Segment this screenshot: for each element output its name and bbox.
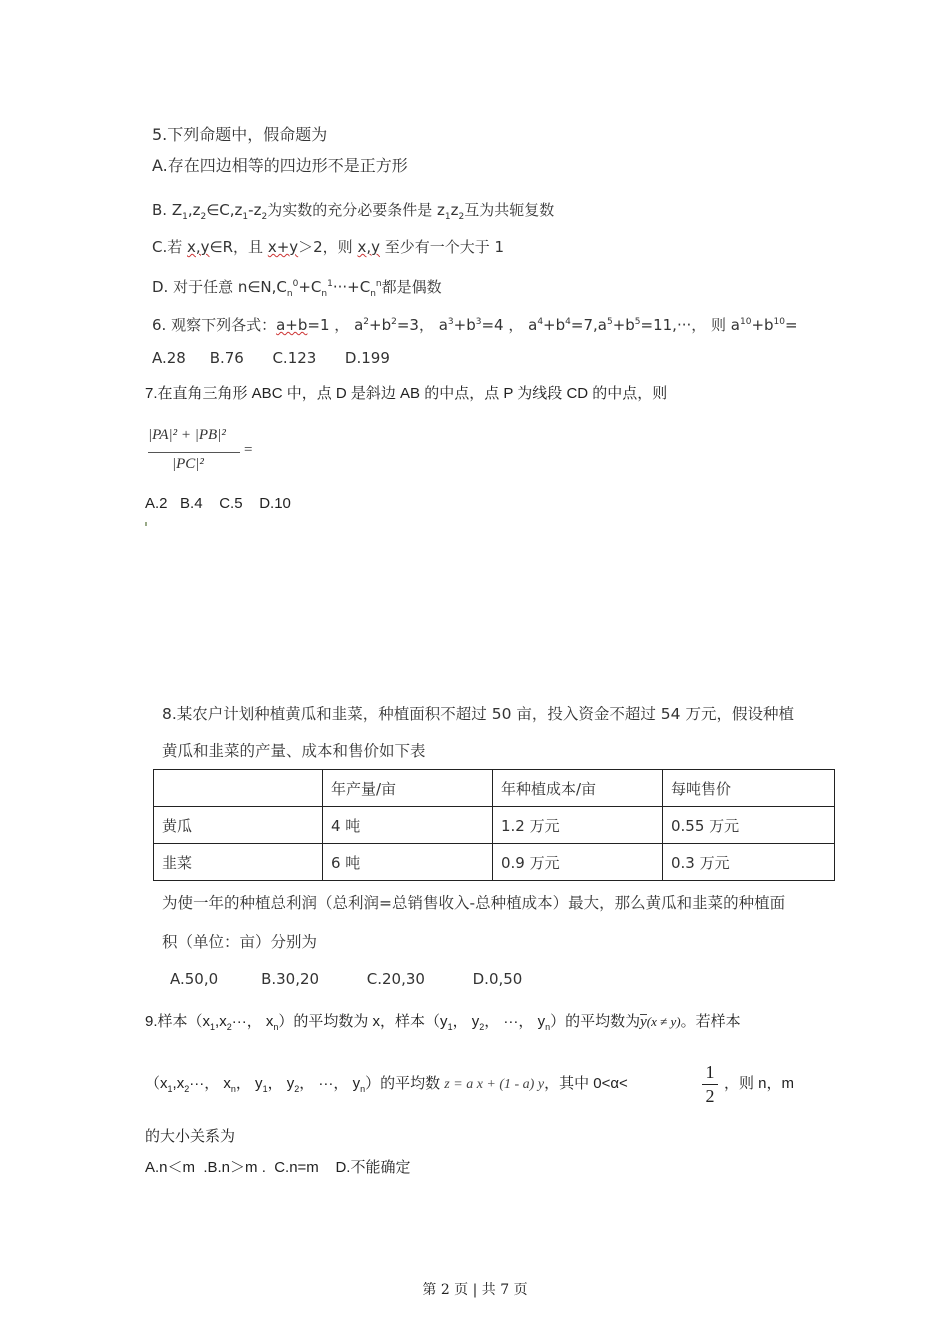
q8-options: A.50,0 B.30,20 C.20,30 D.0,50 bbox=[170, 970, 523, 988]
table-cell: 4 吨 bbox=[323, 807, 493, 844]
table-cell: 6 吨 bbox=[323, 844, 493, 881]
page-footer: 第 2 页 | 共 7 页 bbox=[422, 1282, 528, 1298]
table-cell: 0.3 万元 bbox=[663, 844, 835, 881]
q7-stem: 7.在直角三角形 ABC 中，点 D 是斜边 AB 的中点，点 P 为线段 CD 的中点，则 bbox=[145, 385, 668, 402]
q5-option-d: D. 对于任意 $n\in N,C_n^0+C_n^1\cdot\cdot\cdot+C_n^n$都是偶数 bbox=[152, 278, 442, 299]
table-header-cell bbox=[154, 770, 323, 807]
fraction-bar bbox=[148, 452, 240, 453]
q9-formula: z = a x + (1 - a) y bbox=[444, 1077, 545, 1092]
table-cell: 0.55 万元 bbox=[663, 807, 835, 844]
q8-stem-line2: 黄瓜和韭菜的产量、成本和售价如下表 bbox=[162, 742, 426, 760]
table-cell: 0.9 万元 bbox=[493, 844, 663, 881]
table-cell: 韭菜 bbox=[154, 844, 323, 881]
q9-options: A.n＜m .B.n＞m . C.n=m D.不能确定 bbox=[145, 1159, 411, 1176]
q9-line1: 9.样本（$x_1,x_2\cdot\cdot\cdot$， $x_n$）的平均数为 x，样本（$y_1$， $y_2$， ···， $y_n$）的平均数为y(x ≠ y)。若样本 bbox=[145, 1013, 741, 1032]
table-row bbox=[154, 807, 835, 844]
table-header-cell: 年产量/亩 bbox=[323, 770, 493, 807]
q7-fraction bbox=[146, 427, 266, 479]
q9-line2: （$x_1,x_2\cdot\cdot\cdot$， $x_n$， $y_1$， $y_2$， ···， $y_n$）的平均数 z = a x + (1 - a) y，其中 0<α< bbox=[145, 1075, 628, 1094]
q9-line3: 的大小关系为 bbox=[145, 1128, 236, 1145]
q9-line2-end: ，则 n，m bbox=[724, 1075, 795, 1092]
q8-stem-line1: 8.某农户计划种植黄瓜和韭菜，种植面积不超过 50 亩，投入资金不超过 54 万元，假设种植 bbox=[162, 705, 794, 723]
y-bar: y bbox=[640, 1014, 647, 1030]
table-cell: 黄瓜 bbox=[154, 807, 323, 844]
table-header-cell: 每吨售价 bbox=[663, 770, 835, 807]
q7-equals: = bbox=[244, 442, 253, 458]
q5-option-b: B. $Z_1,z_2\in C,z_1-z_2$为实数的充分必要条件是 $z_1z_2$互为共轭复数 bbox=[152, 201, 555, 222]
table-cell: 1.2 万元 bbox=[493, 807, 663, 844]
scan-mark bbox=[145, 522, 147, 526]
q8-after-line2: 积（单位：亩）分别为 bbox=[162, 933, 318, 951]
q8-after-line1: 为使一年的种植总利润（总利润=总销售收入-总种植成本）最大，那么黄瓜和韭菜的种植面 bbox=[162, 894, 786, 912]
q5-stem: 5.下列命题中，假命题为 bbox=[152, 125, 328, 144]
production-table bbox=[153, 769, 835, 881]
q6-options: A.28 B.76 C.123 D.199 bbox=[152, 349, 390, 367]
table-row bbox=[154, 844, 835, 881]
one-half-fraction: 1 2 bbox=[702, 1062, 718, 1107]
table-header-cell: 年种植成本/亩 bbox=[493, 770, 663, 807]
q7-denominator: |PC|² bbox=[172, 456, 204, 472]
q6-stem: 6. 观察下列各式：a+b=1 ， $a^2+b^2=3$， $a^3+b^3=4$ ， $a^4+b^4=7,a^5+b^5=11,\cdot\cdot\cdot$， 则 $a^{10}+b^{10}=$ bbox=[152, 316, 798, 334]
q5-option-c: C.若 x,y∈R，且 x+y＞2，则 x,y 至少有一个大于 1 bbox=[152, 238, 505, 256]
q7-numerator: |PA|² + |PB|² bbox=[148, 427, 226, 443]
q7-options: A.2 B.4 C.5 D.10 bbox=[145, 495, 291, 512]
table-header-row bbox=[154, 770, 835, 807]
q5-option-a: A.存在四边相等的四边形不是正方形 bbox=[152, 156, 408, 175]
